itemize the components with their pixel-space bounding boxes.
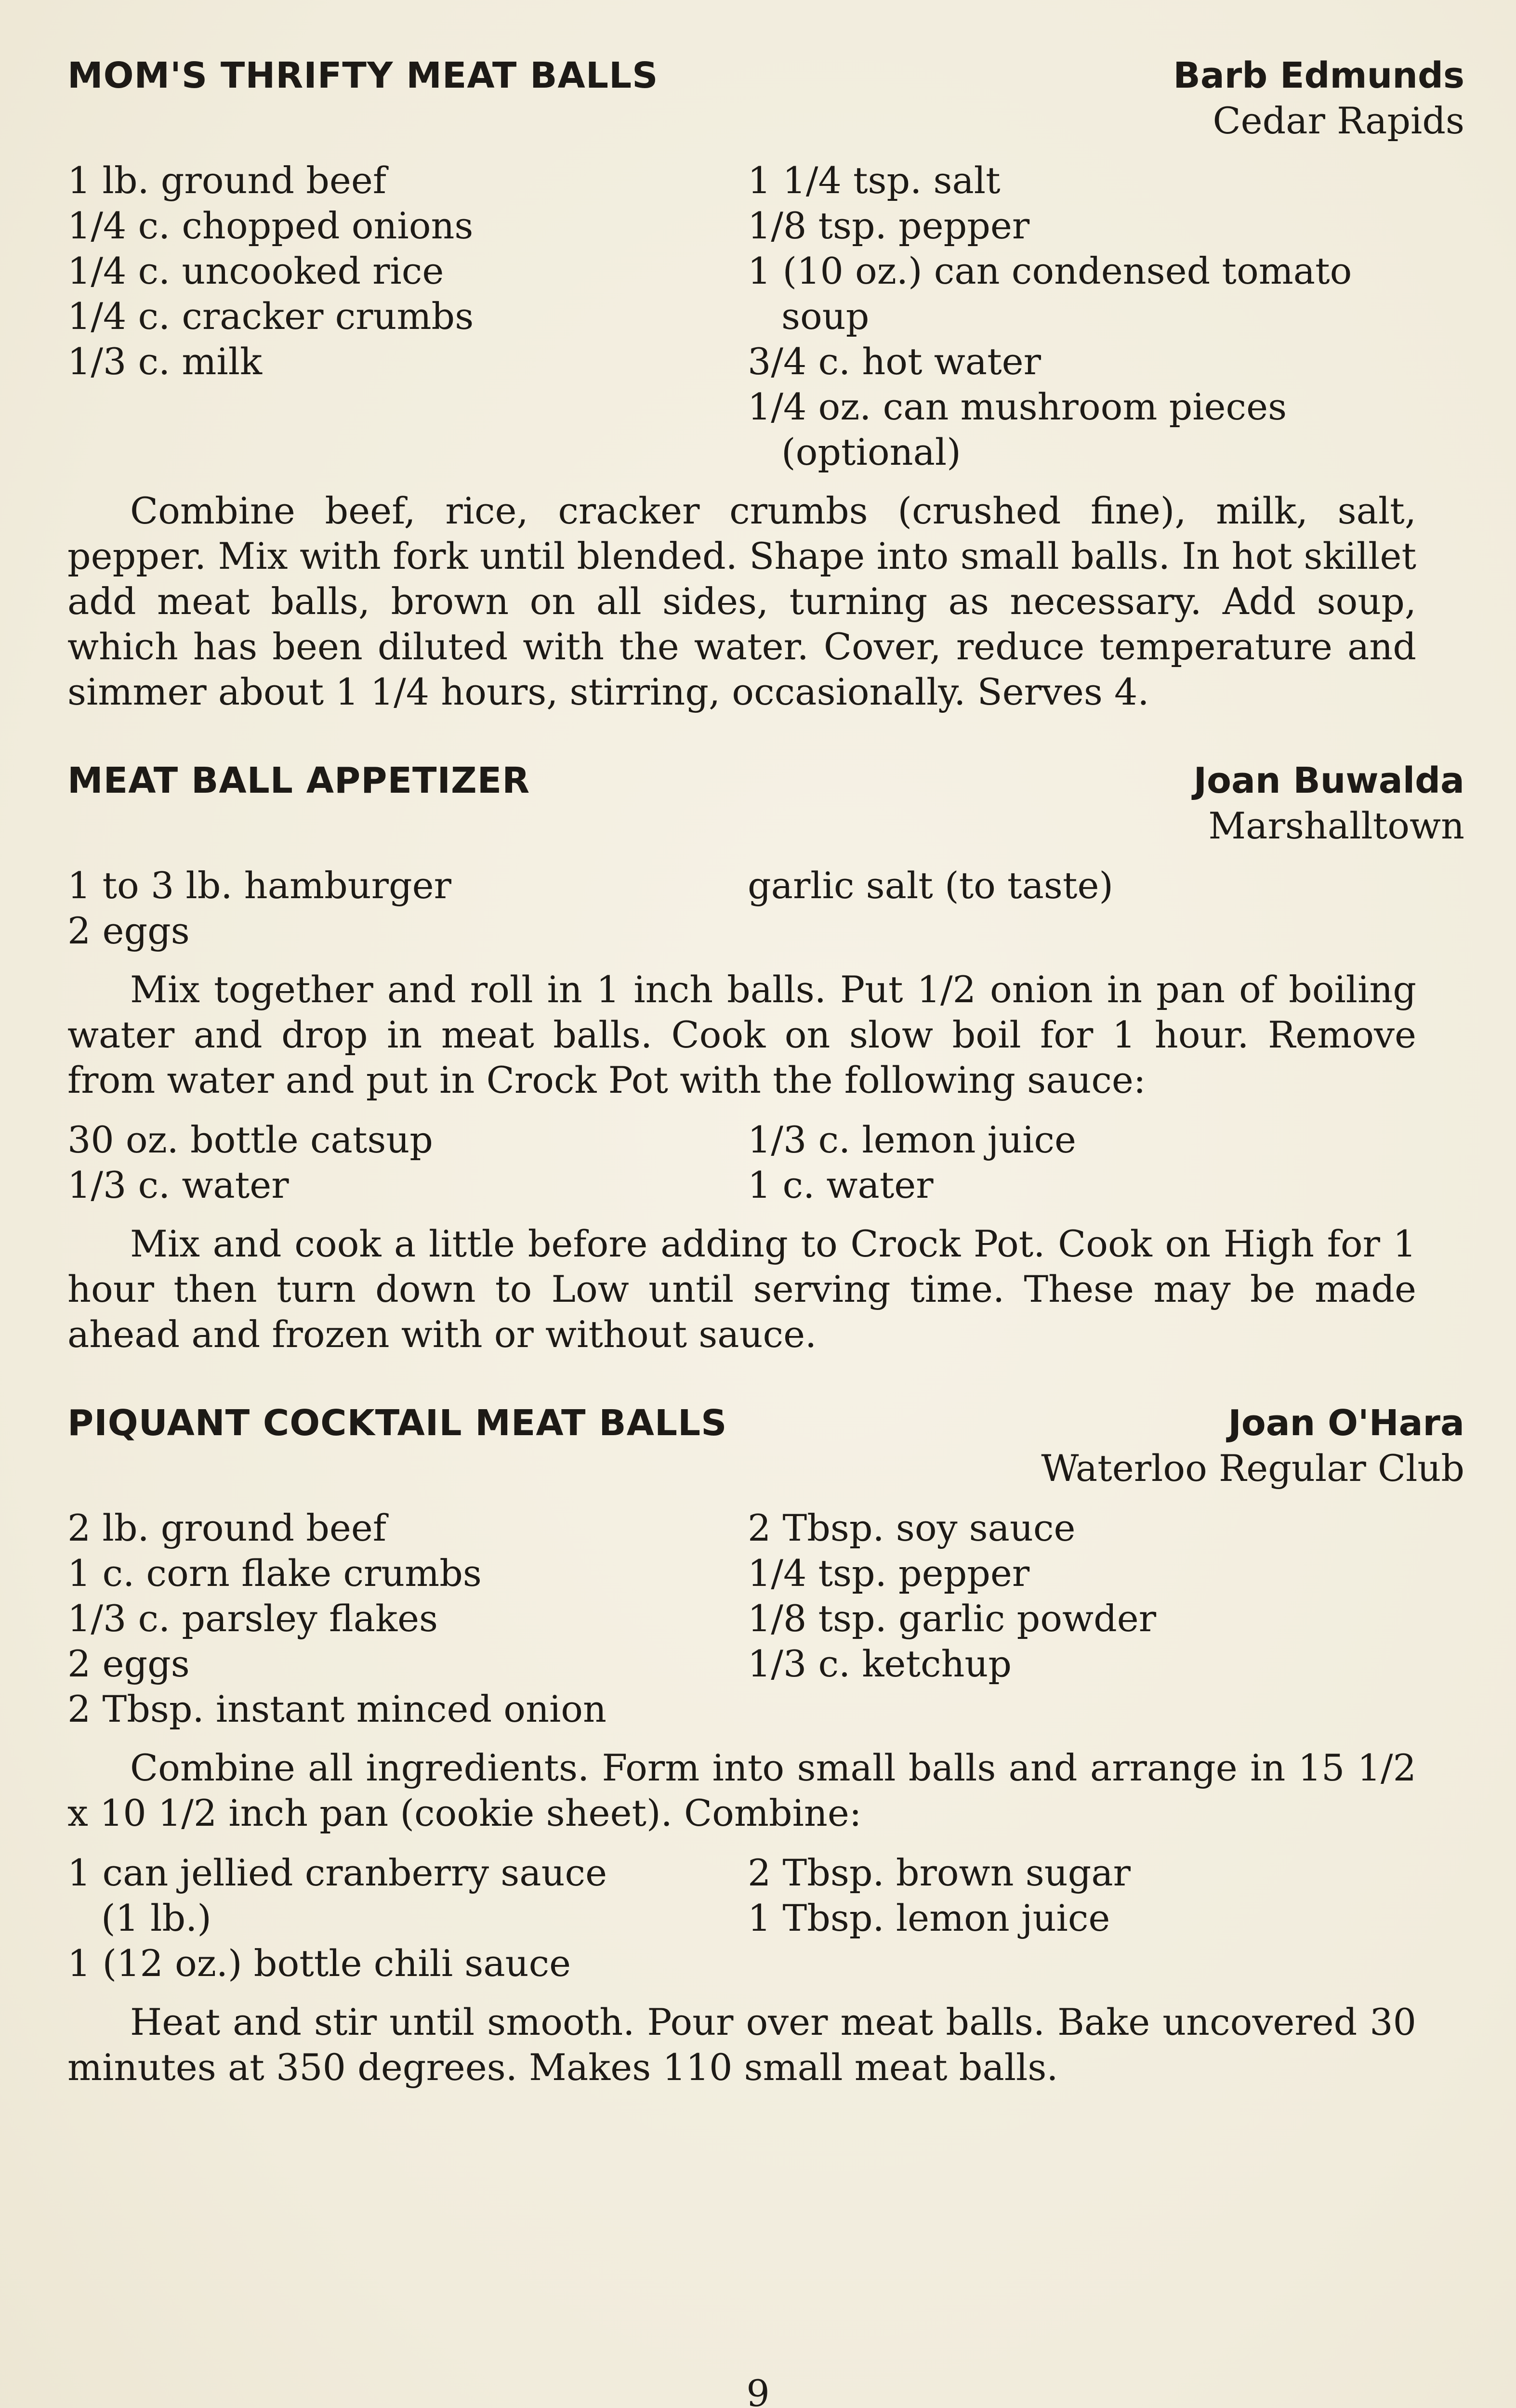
sauce-ingredient-list bbox=[67, 1850, 1464, 1986]
ingredient-line: 1 Tbsp. lemon juice bbox=[748, 1897, 1110, 1939]
ingredient-list bbox=[67, 863, 1464, 954]
recipe-directions: Combine all ingredients. Form into small balls and arrange in 15 1/2 x 10 1/2 inch pan (cookie sheet). Combine: bbox=[67, 1746, 1416, 1834]
ingredient-line: 2 lb. ground beef bbox=[67, 1506, 386, 1549]
contributor-name: Joan O'Hara bbox=[1228, 1402, 1464, 1444]
ingredient-line: 1 to 3 lb. hamburger bbox=[67, 864, 451, 907]
ingredient-line: 30 oz. bottle catsup bbox=[67, 1118, 433, 1161]
ingredient-line: (1 lb.) bbox=[101, 1897, 211, 1939]
ingredient-line: 2 eggs bbox=[67, 1642, 190, 1685]
recipe-meat-ball-appetizer bbox=[67, 758, 1464, 1357]
ingredient-line: soup bbox=[781, 295, 870, 338]
ingredient-line: (optional) bbox=[781, 431, 961, 473]
ingredient-line: 1 (12 oz.) bottle chili sauce bbox=[67, 1942, 571, 1985]
ingredient-line: 1 1/4 tsp. salt bbox=[748, 159, 1001, 202]
recipe-moms-thrifty-meat-balls bbox=[67, 53, 1464, 715]
contributor-name: Joan Buwalda bbox=[1193, 760, 1464, 801]
ingredient-line: 1 lb. ground beef bbox=[67, 159, 386, 202]
page-number: 9 bbox=[746, 2372, 770, 2408]
ingredient-line: 1/8 tsp. garlic powder bbox=[748, 1597, 1157, 1640]
ingredient-line: 1/3 c. lemon juice bbox=[748, 1118, 1076, 1161]
ingredient-line: 1 c. water bbox=[748, 1164, 934, 1206]
contributor-location: Cedar Rapids bbox=[1213, 99, 1464, 142]
ingredient-list bbox=[67, 158, 1464, 475]
page-content bbox=[67, 53, 1464, 2133]
ingredient-line: 1/4 c. cracker crumbs bbox=[67, 295, 474, 338]
ingredient-line: 1/8 tsp. pepper bbox=[748, 204, 1030, 247]
ingredient-column-right bbox=[748, 1505, 1422, 1732]
ingredient-column-right bbox=[748, 863, 1422, 954]
ingredient-list bbox=[67, 1505, 1464, 1732]
recipe-directions-2: Heat and stir until smooth. Pour over meat balls. Bake uncovered 30 minutes at 350 degrees. Makes 110 small meat balls. bbox=[67, 2001, 1416, 2089]
ingredient-line: 1/3 c. water bbox=[67, 1164, 289, 1206]
recipe-directions: Mix together and roll in 1 inch balls. Put 1/2 onion in pan of boiling water and drop in meat balls. Cook on slow boil for 1 hour. Remove from water and put in Crock Pot with the following sauce: bbox=[67, 968, 1416, 1101]
sauce-ingredient-list bbox=[67, 1117, 1464, 1208]
ingredient-line: 2 eggs bbox=[67, 909, 190, 952]
sauce-column-right bbox=[748, 1117, 1422, 1208]
recipe-title: MOM'S THRIFTY MEAT BALLS bbox=[67, 55, 659, 96]
ingredient-line: 1/4 c. uncooked rice bbox=[67, 249, 444, 292]
contributor-location: Marshalltown bbox=[1208, 804, 1464, 847]
ingredient-column-left bbox=[67, 158, 748, 475]
ingredient-column-left bbox=[67, 1505, 748, 1732]
ingredient-line: 1/3 c. ketchup bbox=[748, 1642, 1012, 1685]
recipe-header bbox=[67, 53, 1464, 144]
ingredient-line: 2 Tbsp. instant minced onion bbox=[67, 1688, 606, 1730]
ingredient-line: garlic salt (to taste) bbox=[748, 864, 1114, 907]
ingredient-column-left bbox=[67, 863, 748, 954]
sauce-column-right bbox=[748, 1850, 1422, 1986]
recipe-directions: Combine beef, rice, cracker crumbs (crushed fine), milk, salt, pepper. Mix with fork until blended. Shape into small balls. In hot skillet add meat balls, brown on all sides, turning as necessary. Add soup, which has been diluted with the water. Cover, reduce temperature and simmer about 1 1/4 hours, stirring, occasionally. Serves 4. bbox=[67, 489, 1416, 713]
recipe-directions-2: Mix and cook a little before adding to Crock Pot. Cook on High for 1 hour then turn down to Low until serving time. These may be made ahead and frozen with or without sauce. bbox=[67, 1222, 1416, 1356]
recipe-piquant-cocktail-meat-balls bbox=[67, 1400, 1464, 2090]
recipe-header bbox=[67, 1400, 1464, 1491]
ingredient-line: 1 (10 oz.) can condensed tomato bbox=[748, 249, 1352, 292]
ingredient-line: 1/3 c. parsley flakes bbox=[67, 1597, 438, 1640]
recipe-title: PIQUANT COCKTAIL MEAT BALLS bbox=[67, 1402, 727, 1444]
contributor-name: Barb Edmunds bbox=[1173, 55, 1464, 96]
ingredient-line: 3/4 c. hot water bbox=[748, 340, 1041, 383]
ingredient-line: 1/4 c. chopped onions bbox=[67, 204, 474, 247]
recipe-header bbox=[67, 758, 1464, 849]
ingredient-line: 1/3 c. milk bbox=[67, 340, 263, 383]
ingredient-line: 1 can jellied cranberry sauce bbox=[67, 1851, 607, 1894]
recipe-contributor bbox=[1173, 53, 1464, 144]
ingredient-column-right bbox=[748, 158, 1422, 475]
ingredient-line: 2 Tbsp. brown sugar bbox=[748, 1851, 1131, 1894]
sauce-column-left bbox=[67, 1117, 748, 1208]
ingredient-line: 1 c. corn flake crumbs bbox=[67, 1552, 482, 1595]
recipe-contributor bbox=[1194, 758, 1464, 849]
recipe-title: MEAT BALL APPETIZER bbox=[67, 760, 530, 801]
recipe-contributor bbox=[1041, 1400, 1464, 1491]
sauce-column-left bbox=[67, 1850, 748, 1986]
contributor-location: Waterloo Regular Club bbox=[1041, 1447, 1464, 1490]
ingredient-line: 2 Tbsp. soy sauce bbox=[748, 1506, 1076, 1549]
ingredient-line: 1/4 oz. can mushroom pieces bbox=[748, 385, 1287, 428]
ingredient-line: 1/4 tsp. pepper bbox=[748, 1552, 1030, 1595]
